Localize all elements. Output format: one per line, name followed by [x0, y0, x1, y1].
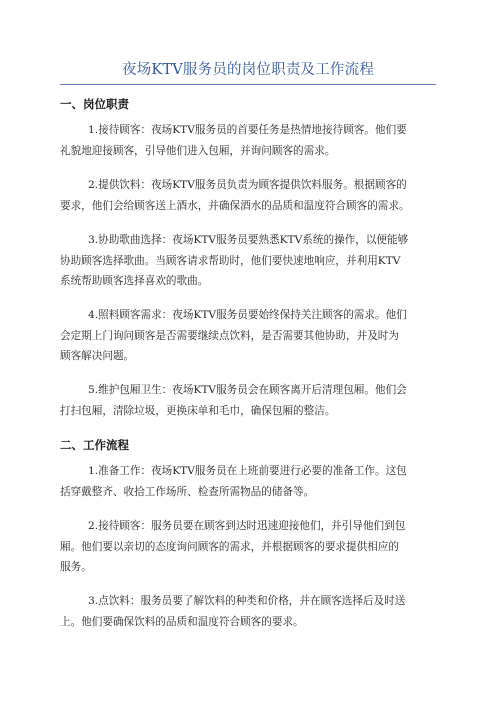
title-underline: [60, 84, 436, 85]
paragraph-line: 协助顾客选择歌曲。当顾客请求帮助时，他们要快速地响应，并利用KTV: [60, 254, 401, 267]
paragraph-line: 顾客解决问题。: [60, 350, 135, 362]
section-heading-duties: 一、岗位职责: [60, 97, 129, 111]
duty-paragraph-2: [60, 175, 440, 216]
paragraph-line: 3.点饮料：服务员要了解饮料的种类和价格，并在顾客选择后及时送: [88, 595, 406, 607]
paragraph-line: 要求，他们会给顾客送上酒水，并确保酒水的品质和温度符合顾客的需求。: [60, 199, 410, 212]
paragraph-line: 打扫包厢，清除垃圾，更换床单和毛巾，确保包厢的整洁。: [60, 404, 336, 417]
section-heading-workflow: 二、工作流程: [60, 438, 129, 452]
paragraph-line: 会定期上门询问顾客是否需要继续点饮料，是否需要其他协助，并及时为: [60, 329, 399, 342]
paragraph-line: 括穿戴整齐、收拾工作场所、检查所需物品的储备等。: [60, 485, 315, 498]
duty-paragraph-5: [60, 380, 440, 421]
paragraph-line: 2.提供饮料：夜场KTV服务员负责为顾客提供饮料服务。根据顾客的: [88, 179, 407, 191]
workflow-paragraph-3: [60, 591, 440, 632]
paragraph-line: 2.接待顾客：服务员要在顾客到达时迅速迎接他们，并引导他们到包: [88, 520, 406, 532]
document-title: 夜场KTV服务员的岗位职责及工作流程: [121, 62, 375, 78]
paragraph-line: 4.照料顾客需求：夜场KTV服务员要始终保持关注顾客的需求。他们: [88, 309, 407, 321]
paragraph-line: 系统帮助顾客选择喜欢的歌曲。: [60, 275, 209, 287]
paragraph-line: 1.准备工作：夜场KTV服务员在上班前要进行必要的准备工作。这包: [88, 465, 407, 477]
paragraph-line: 1.接待顾客：夜场KTV服务员的首要任务是热情地接待顾客。他们要: [88, 124, 407, 136]
duty-paragraph-3: [60, 230, 440, 292]
paragraph-line: 5.维护包厢卫生：夜场KTV服务员会在顾客离开后清理包厢。他们会: [88, 384, 407, 396]
paragraph-line: 3.协助歌曲选择：夜场KTV服务员要熟悉KTV系统的操作，以便能够: [88, 234, 409, 246]
duty-paragraph-4: [60, 305, 440, 367]
workflow-paragraph-2: [60, 516, 440, 578]
paragraph-line: 礼貌地迎接顾客，引导他们进入包厢，并询问顾客的需求。: [60, 144, 336, 157]
paragraph-line: 服务。: [60, 561, 92, 573]
workflow-paragraph-1: [60, 461, 440, 502]
duty-paragraph-1: [60, 120, 440, 161]
paragraph-line: 上。他们要确保饮料的品质和温度符合顾客的要求。: [60, 615, 304, 628]
paragraph-line: 厢。他们要以亲切的态度询问顾客的需求，并根据顾客的要求提供相应的: [60, 540, 399, 553]
